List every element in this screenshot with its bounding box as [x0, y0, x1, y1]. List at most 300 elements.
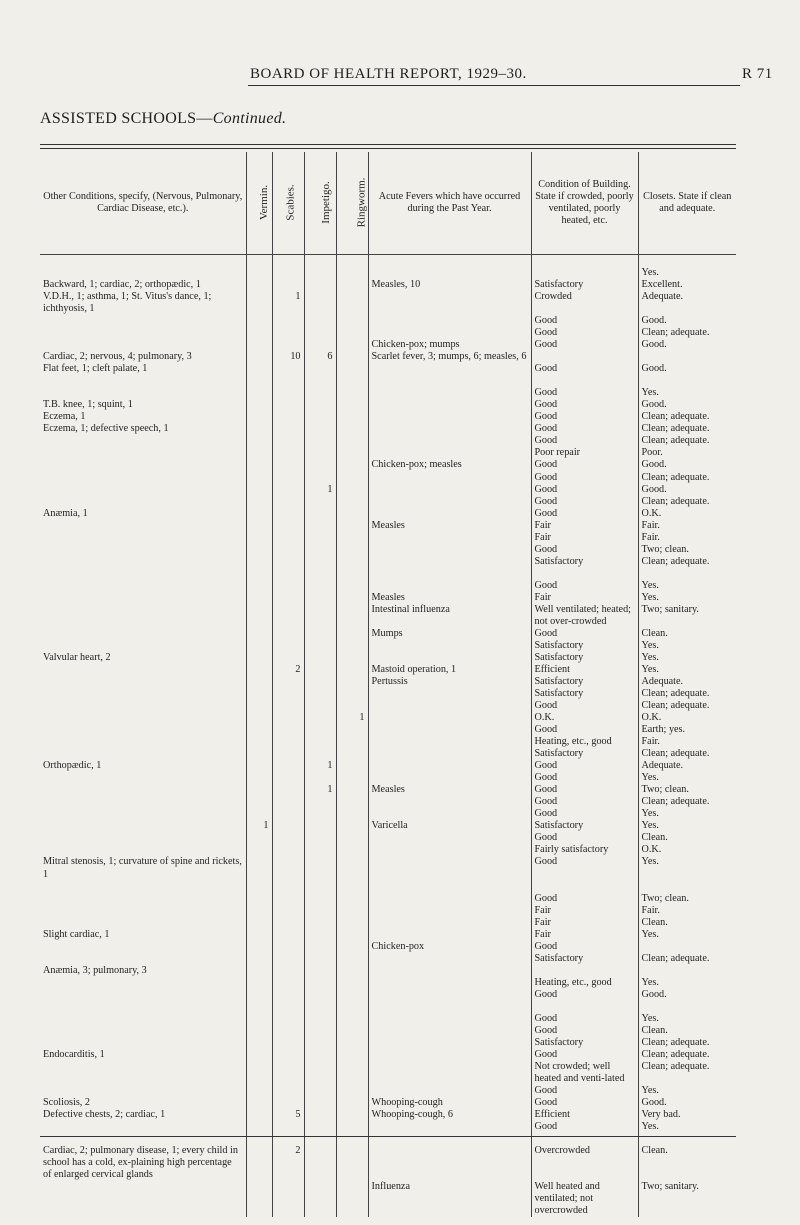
scabies-cell: 5 — [272, 1109, 304, 1121]
closets-cell: Fair. — [638, 905, 736, 917]
other-conditions-cell — [40, 472, 246, 484]
table-row — [40, 459, 736, 471]
closets-cell: Clean. — [638, 628, 736, 640]
scabies-cell: 1 — [272, 291, 304, 315]
other-conditions-cell — [40, 1061, 246, 1085]
scabies-cell — [272, 808, 304, 820]
ringworm-cell — [336, 941, 368, 953]
scabies-cell — [272, 459, 304, 471]
building-condition-cell: Satisfactory — [531, 279, 638, 291]
closets-cell: Clean; adequate. — [638, 435, 736, 447]
acute-fevers-cell — [368, 640, 531, 652]
table-row — [40, 989, 736, 1001]
vermin-cell — [246, 772, 272, 784]
building-condition-cell: Good — [531, 724, 638, 736]
acute-fevers-cell — [368, 977, 531, 989]
ringworm-cell — [336, 844, 368, 856]
table-row — [40, 977, 736, 989]
ringworm-cell — [336, 748, 368, 760]
closets-cell: Poor. — [638, 447, 736, 459]
building-condition-cell: Satisfactory — [531, 688, 638, 700]
impetigo-cell — [304, 700, 336, 712]
closets-cell: Clean; adequate. — [638, 496, 736, 508]
closets-cell: Good. — [638, 459, 736, 471]
acute-fevers-cell: Pertussis — [368, 676, 531, 688]
building-condition-cell: Good — [531, 399, 638, 411]
scabies-cell — [272, 784, 304, 796]
table-row — [40, 796, 736, 808]
closets-cell: Good. — [638, 989, 736, 1001]
ringworm-cell — [336, 664, 368, 676]
acute-fevers-cell — [368, 724, 531, 736]
acute-fevers-cell: Scarlet fever, 3; mumps, 6; measles, 6 — [368, 351, 531, 363]
impetigo-cell — [304, 459, 336, 471]
closets-cell: Clean. — [638, 1133, 736, 1181]
table-row — [40, 1121, 736, 1133]
scabies-cell — [272, 508, 304, 520]
impetigo-cell — [304, 291, 336, 315]
scabies-cell — [272, 628, 304, 640]
vermin-cell — [246, 965, 272, 977]
table-row — [40, 664, 736, 676]
impetigo-cell — [304, 375, 336, 399]
other-conditions-cell — [40, 664, 246, 676]
acute-fevers-cell — [368, 1025, 531, 1037]
acute-fevers-cell — [368, 965, 531, 977]
closets-cell: Adequate. — [638, 291, 736, 315]
table-row — [40, 820, 736, 832]
acute-fevers-cell — [368, 255, 531, 280]
table-row — [40, 556, 736, 568]
scabies-cell — [272, 832, 304, 844]
building-condition-cell: Good — [531, 1097, 638, 1109]
vermin-cell — [246, 748, 272, 760]
acute-fevers-cell — [368, 748, 531, 760]
building-condition-cell: Good — [531, 484, 638, 496]
building-condition-cell: Good — [531, 315, 638, 327]
acute-fevers-cell — [368, 435, 531, 447]
vermin-cell — [246, 856, 272, 880]
building-condition-cell: Good — [531, 508, 638, 520]
other-conditions-cell: Backward, 1; cardiac, 2; orthopædic, 1 — [43, 279, 201, 291]
vermin-cell — [246, 628, 272, 640]
other-conditions-cell — [40, 315, 246, 327]
vermin-cell — [246, 556, 272, 568]
ringworm-cell — [336, 592, 368, 604]
other-conditions-cell: Eczema, 1 — [43, 411, 86, 423]
other-conditions-cell — [40, 496, 246, 508]
building-condition-cell — [531, 351, 638, 363]
scabies-cell — [272, 676, 304, 688]
closets-cell: Yes. — [638, 929, 736, 941]
ringworm-cell — [336, 965, 368, 977]
closets-cell: Clean; adequate. — [638, 953, 736, 965]
ringworm-cell — [336, 700, 368, 712]
table-row — [40, 941, 736, 953]
table-row — [40, 736, 736, 748]
table-row — [40, 832, 736, 844]
table-row — [40, 724, 736, 736]
ringworm-cell — [336, 820, 368, 832]
table-row — [40, 327, 736, 339]
table-row — [40, 808, 736, 820]
other-conditions-cell: Endocarditis, 1 — [43, 1048, 105, 1060]
closets-cell: Fair. — [638, 520, 736, 532]
impetigo-cell — [304, 339, 336, 351]
acute-fevers-cell: Measles, 10 — [368, 279, 531, 291]
ringworm-cell — [336, 351, 368, 363]
other-conditions-cell — [40, 1037, 246, 1049]
vermin-cell — [246, 447, 272, 459]
table-row — [40, 652, 736, 664]
impetigo-cell — [304, 363, 336, 375]
vermin-cell — [246, 496, 272, 508]
ringworm-cell — [336, 736, 368, 748]
table-row — [40, 748, 736, 760]
impetigo-cell — [304, 1061, 336, 1085]
vermin-cell — [246, 255, 272, 280]
building-condition-cell: Good — [531, 435, 638, 447]
ringworm-cell — [336, 1025, 368, 1037]
other-conditions-cell — [40, 447, 246, 459]
ringworm-cell — [336, 508, 368, 520]
table-row — [40, 784, 736, 796]
vermin-cell — [246, 977, 272, 989]
table-row — [40, 351, 736, 363]
building-condition-cell: Good — [531, 339, 638, 351]
vermin-cell — [246, 736, 272, 748]
table-row — [40, 640, 736, 652]
impetigo-cell — [304, 279, 336, 291]
other-conditions-cell — [40, 808, 246, 820]
scabies-cell — [272, 977, 304, 989]
other-conditions-cell: Orthopædic, 1 — [43, 760, 102, 772]
closets-cell: Clean; adequate. — [638, 327, 736, 339]
building-condition-cell: Good — [531, 459, 638, 471]
other-conditions-cell: Mitral stenosis, 1; curvature of spine and rickets, 1 — [43, 856, 242, 880]
scabies-cell — [272, 1001, 304, 1025]
vermin-cell — [246, 784, 272, 796]
other-conditions-cell: Eczema, 1; defective speech, 1 — [43, 423, 169, 435]
impetigo-cell — [304, 1001, 336, 1025]
other-conditions-cell — [40, 1001, 246, 1025]
scabies-cell — [272, 435, 304, 447]
closets-cell: Clean; adequate. — [638, 748, 736, 760]
table-row — [40, 1049, 736, 1061]
ringworm-cell — [336, 255, 368, 280]
ringworm-cell — [336, 1133, 368, 1181]
other-conditions-cell — [40, 748, 246, 760]
ringworm-cell — [336, 1097, 368, 1109]
table-row — [40, 363, 736, 375]
vermin-cell — [246, 1049, 272, 1061]
scabies-cell — [272, 748, 304, 760]
impetigo-cell — [304, 724, 336, 736]
ringworm-cell — [336, 375, 368, 399]
acute-fevers-cell — [368, 712, 531, 724]
building-condition-cell: Heating, etc., good — [531, 736, 638, 748]
closets-cell: Adequate. — [638, 676, 736, 688]
building-condition-cell: Fair — [531, 929, 638, 941]
table-row — [40, 628, 736, 640]
ringworm-cell — [336, 291, 368, 315]
scabies-cell — [272, 953, 304, 965]
vermin-cell — [246, 1037, 272, 1049]
impetigo-cell — [304, 435, 336, 447]
closets-cell — [638, 941, 736, 953]
impetigo-cell — [304, 255, 336, 280]
closets-cell: Yes. — [638, 1001, 736, 1025]
acute-fevers-cell — [368, 1085, 531, 1097]
acute-fevers-cell — [368, 760, 531, 772]
scabies-cell — [272, 484, 304, 496]
other-conditions-cell — [40, 435, 246, 447]
closets-cell: Fair. — [638, 736, 736, 748]
impetigo-cell — [304, 544, 336, 556]
vermin-cell — [246, 712, 272, 724]
building-condition-cell — [531, 255, 638, 280]
impetigo-cell — [304, 315, 336, 327]
impetigo-cell — [304, 532, 336, 544]
building-condition-cell: O.K. — [531, 712, 638, 724]
closets-cell: Clean; adequate. — [638, 688, 736, 700]
ringworm-cell — [336, 447, 368, 459]
acute-fevers-cell: Measles — [368, 520, 531, 532]
acute-fevers-cell — [368, 917, 531, 929]
scabies-cell: 2 — [272, 664, 304, 676]
impetigo-cell — [304, 508, 336, 520]
acute-fevers-cell: Chicken-pox; mumps — [368, 339, 531, 351]
table-row — [40, 1097, 736, 1109]
other-conditions-cell: Scoliosis, 2 — [43, 1097, 90, 1109]
scabies-cell — [272, 279, 304, 291]
table-row — [40, 844, 736, 856]
impetigo-cell — [304, 941, 336, 953]
closets-cell: Clean; adequate. — [638, 556, 736, 568]
scabies-cell — [272, 1037, 304, 1049]
ringworm-cell — [336, 339, 368, 351]
impetigo-cell — [304, 472, 336, 484]
other-conditions-cell — [40, 520, 246, 532]
building-condition-cell: Good — [531, 568, 638, 592]
ringworm-cell — [336, 1037, 368, 1049]
scabies-cell — [272, 255, 304, 280]
closets-cell: Yes. — [638, 640, 736, 652]
vermin-cell — [246, 844, 272, 856]
acute-fevers-cell — [368, 423, 531, 435]
table-row — [40, 520, 736, 532]
scabies-cell — [272, 339, 304, 351]
scabies-cell — [272, 941, 304, 953]
scabies-cell — [272, 411, 304, 423]
vermin-cell — [246, 917, 272, 929]
scabies-cell — [272, 640, 304, 652]
acute-fevers-cell: Chicken-pox — [368, 941, 531, 953]
table-row — [40, 472, 736, 484]
scabies-cell — [272, 965, 304, 977]
impetigo-cell — [304, 556, 336, 568]
scabies-cell — [272, 447, 304, 459]
other-conditions-cell — [40, 484, 246, 496]
building-condition-cell: Not crowded; well heated and venti-lated — [531, 1061, 638, 1085]
building-condition-cell: Fairly satisfactory — [531, 844, 638, 856]
table-row — [40, 760, 736, 772]
building-condition-cell: Good — [531, 784, 638, 796]
other-conditions-cell — [40, 989, 246, 1001]
ringworm-cell — [336, 279, 368, 291]
building-condition-cell: Good — [531, 363, 638, 375]
acute-fevers-cell — [368, 472, 531, 484]
acute-fevers-cell — [368, 447, 531, 459]
building-condition-cell: Efficient — [531, 664, 638, 676]
table-row — [40, 965, 736, 977]
table-row — [40, 953, 736, 965]
vermin-cell — [246, 664, 272, 676]
vermin-cell — [246, 760, 272, 772]
scabies-cell — [272, 520, 304, 532]
acute-fevers-cell: Measles — [368, 784, 531, 796]
closets-cell: Yes. — [638, 820, 736, 832]
other-conditions-cell — [40, 640, 246, 652]
table-row — [40, 447, 736, 459]
closets-cell: Clean; adequate. — [638, 700, 736, 712]
impetigo-cell — [304, 712, 336, 724]
vermin-cell — [246, 1025, 272, 1037]
vermin-cell — [246, 279, 272, 291]
table-row — [40, 339, 736, 351]
ringworm-cell — [336, 1109, 368, 1121]
vermin-cell: 1 — [246, 820, 272, 832]
scabies-cell — [272, 772, 304, 784]
ringworm-cell — [336, 796, 368, 808]
acute-fevers-cell: Mumps — [368, 628, 531, 640]
scabies-cell — [272, 989, 304, 1001]
vermin-cell — [246, 989, 272, 1001]
vermin-cell — [246, 592, 272, 604]
impetigo-cell — [304, 568, 336, 592]
building-condition-cell: Satisfactory — [531, 556, 638, 568]
closets-cell: Yes. — [638, 592, 736, 604]
building-condition-cell: Fair — [531, 520, 638, 532]
other-conditions-cell — [40, 953, 246, 965]
vermin-cell — [246, 291, 272, 315]
other-conditions-cell — [40, 688, 246, 700]
table-row — [40, 856, 736, 880]
impetigo-cell — [304, 1097, 336, 1109]
closets-cell: O.K. — [638, 508, 736, 520]
vermin-cell — [246, 941, 272, 953]
vermin-cell — [246, 905, 272, 917]
building-condition-cell: Good — [531, 941, 638, 953]
vermin-cell — [246, 676, 272, 688]
ringworm-cell — [336, 628, 368, 640]
scabies-cell — [272, 820, 304, 832]
other-conditions-cell — [40, 604, 246, 628]
table-row — [40, 544, 736, 556]
building-condition-cell: Good — [531, 808, 638, 820]
acute-fevers-cell — [368, 652, 531, 664]
vermin-cell — [246, 568, 272, 592]
ringworm-cell — [336, 1061, 368, 1085]
impetigo-cell — [304, 688, 336, 700]
acute-fevers-cell — [368, 1121, 531, 1133]
building-condition-cell: Satisfactory — [531, 676, 638, 688]
table-row — [40, 279, 736, 291]
ringworm-cell — [336, 496, 368, 508]
closets-cell: Yes. — [638, 375, 736, 399]
ringworm-cell — [336, 640, 368, 652]
acute-fevers-cell — [368, 1061, 531, 1085]
building-condition-cell: Good — [531, 496, 638, 508]
building-condition-cell: Good — [531, 411, 638, 423]
closets-cell: Clean. — [638, 1025, 736, 1037]
other-conditions-cell — [40, 905, 246, 917]
acute-fevers-cell — [368, 315, 531, 327]
closets-cell — [638, 965, 736, 977]
table-row — [40, 881, 736, 905]
table-row — [40, 929, 736, 941]
closets-cell: Earth; yes. — [638, 724, 736, 736]
scabies-cell — [272, 472, 304, 484]
vermin-cell — [246, 796, 272, 808]
ringworm-cell: 1 — [336, 712, 368, 724]
other-conditions-cell — [40, 544, 246, 556]
scabies-cell — [272, 375, 304, 399]
table-row — [40, 399, 736, 411]
acute-fevers-cell — [368, 905, 531, 917]
scabies-cell — [272, 929, 304, 941]
building-condition-cell: Fair — [531, 917, 638, 929]
closets-cell: Two; sanitary. — [638, 1181, 736, 1217]
ringworm-cell — [336, 760, 368, 772]
impetigo-cell — [304, 628, 336, 640]
table-row — [40, 1037, 736, 1049]
building-condition-cell: Good — [531, 628, 638, 640]
vermin-cell — [246, 640, 272, 652]
building-condition-cell: Good — [531, 700, 638, 712]
closets-cell: Yes. — [638, 772, 736, 784]
impetigo-cell — [304, 748, 336, 760]
impetigo-cell — [304, 411, 336, 423]
scabies-cell — [272, 496, 304, 508]
building-condition-cell: Good — [531, 1049, 638, 1061]
acute-fevers-cell — [368, 496, 531, 508]
table-row — [40, 423, 736, 435]
vermin-cell — [246, 604, 272, 628]
closets-cell: Clean. — [638, 917, 736, 929]
impetigo-cell — [304, 592, 336, 604]
closets-cell: Clean; adequate. — [638, 1037, 736, 1049]
ringworm-cell — [336, 724, 368, 736]
building-condition-cell: Well ventilated; heated; not over-crowded — [531, 604, 638, 628]
col-header-impetigo: Impetigo. — [304, 152, 336, 255]
scabies-cell — [272, 724, 304, 736]
other-conditions-cell — [40, 628, 246, 640]
acute-fevers-cell: Measles — [368, 592, 531, 604]
building-condition-cell: Good — [531, 472, 638, 484]
header-row — [40, 152, 736, 255]
scabies-cell: 2 — [272, 1133, 304, 1181]
building-condition-cell: Good — [531, 832, 638, 844]
table-row — [40, 688, 736, 700]
other-conditions-cell: Cardiac, 2; nervous, 4; pulmonary, 3 — [43, 351, 192, 363]
acute-fevers-cell: Chicken-pox; measles — [368, 459, 531, 471]
acute-fevers-cell — [368, 291, 531, 315]
building-condition-cell: Satisfactory — [531, 652, 638, 664]
acute-fevers-cell — [368, 736, 531, 748]
building-condition-cell: Good — [531, 1121, 638, 1133]
ringworm-cell — [336, 411, 368, 423]
